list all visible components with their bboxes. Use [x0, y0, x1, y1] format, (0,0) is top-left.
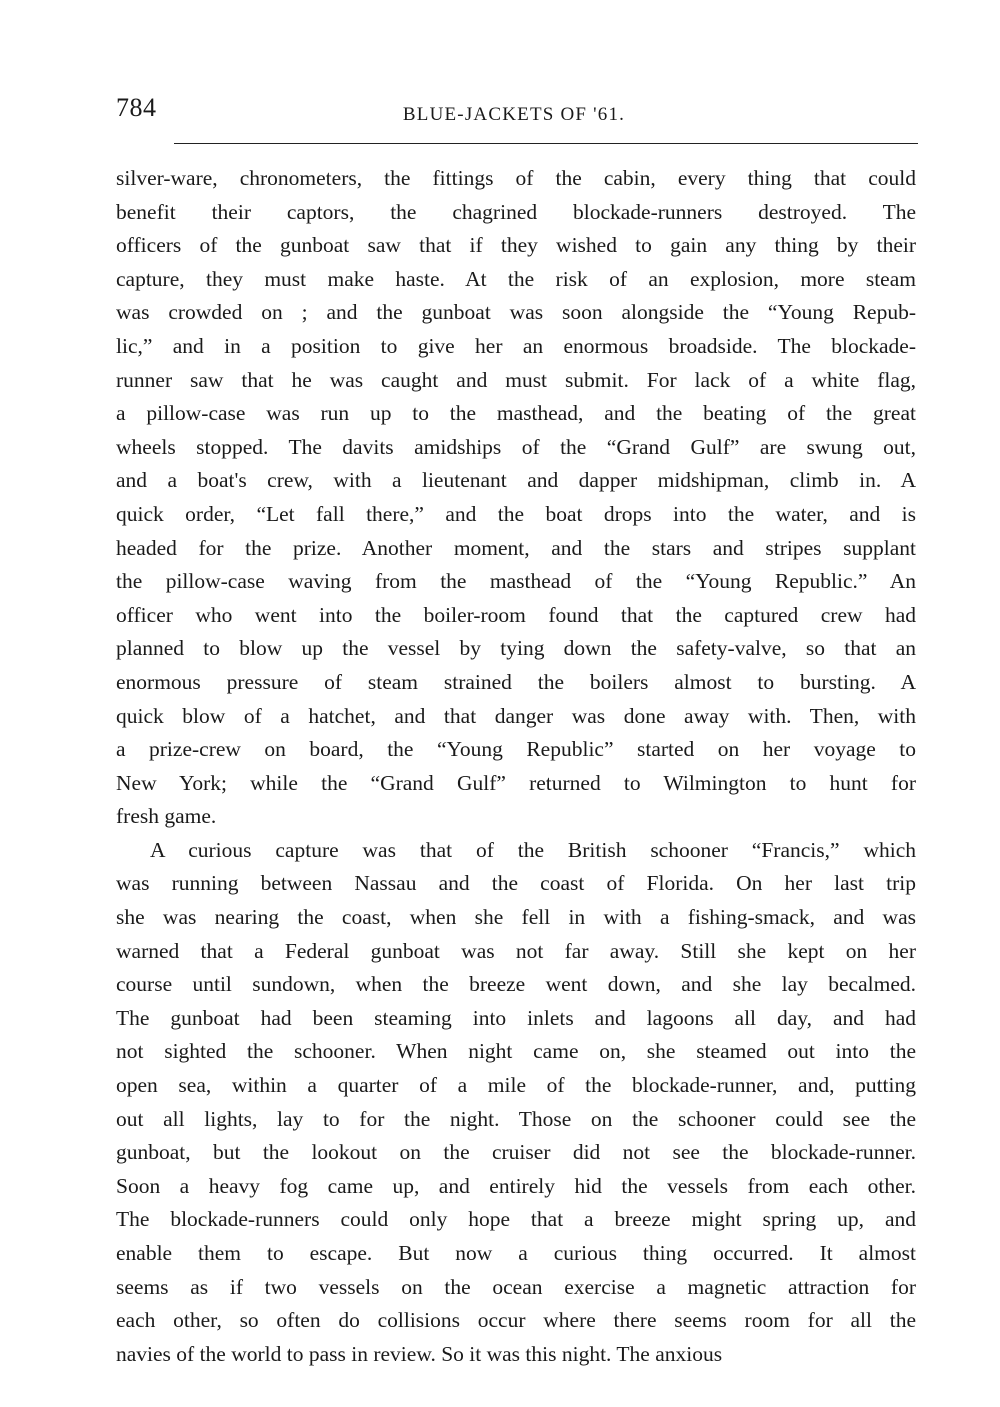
text-line: not sighted the schooner. When night came on, she steamed out into the	[116, 1039, 916, 1064]
text-line: The gunboat had been steaming into inlets and lagoons all day, and had	[116, 1005, 916, 1030]
text-line: Soon a heavy fog came up, and entirely hid the vessels from each other.	[116, 1173, 916, 1198]
text-line: planned to blow up the vessel by tying down the safety-valve, so that an	[116, 636, 916, 661]
text-line: officer who went into the boiler-room found that the captured crew had	[116, 602, 916, 627]
text-line: quick blow of a hatchet, and that danger was done away with. Then, with	[116, 703, 916, 728]
text-line: she was nearing the coast, when she fell in with a fishing-smack, and was	[116, 905, 916, 930]
text-line: lic,” and in a position to give her an enormous broadside. The blockade-	[116, 333, 916, 358]
body-text	[116, 162, 916, 1371]
text-line: enormous pressure of steam strained the boilers almost to bursting. A	[116, 669, 916, 694]
text-line: headed for the prize. Another moment, and the stars and stripes supplant	[116, 535, 916, 560]
text-line: fresh game.	[116, 804, 217, 829]
text-line: a prize-crew on board, the “Young Republic” started on her voyage to	[116, 737, 916, 762]
text-line: navies of the world to pass in review. So it was this night. The anxious	[116, 1341, 723, 1366]
paragraph	[116, 834, 916, 1372]
page-number: 784	[116, 93, 157, 122]
text-line: quick order, “Let fall there,” and the boat drops into the water, and is	[116, 501, 916, 526]
text-line: The blockade-runners could only hope that a breeze might spring up, and	[116, 1207, 916, 1232]
text-line: and a boat's crew, with a lieutenant and dapper midshipman, climb in. A	[116, 468, 916, 493]
paragraph	[116, 162, 916, 834]
text-line: A curious capture was that of the British schooner “Francis,” which	[150, 837, 916, 862]
text-line: wheels stopped. The davits amidships of the “Grand Gulf” are swung out,	[116, 434, 916, 459]
text-line: open sea, within a quarter of a mile of the blockade-runner, and, putting	[116, 1073, 916, 1098]
text-line: New York; while the “Grand Gulf” returned to Wilmington to hunt for	[116, 770, 916, 795]
text-line: the pillow-case waving from the masthead of the “Young Republic.” An	[116, 569, 916, 594]
header-rule	[174, 143, 918, 144]
text-line: course until sundown, when the breeze went down, and she lay becalmed.	[116, 972, 916, 997]
text-line: was running between Nassau and the coast of Florida. On her last trip	[116, 871, 916, 896]
text-line: silver-ware, chronometers, the fittings of the cabin, every thing that could	[116, 166, 916, 190]
text-line: benefit their captors, the chagrined blockade-runners destroyed. The	[116, 199, 916, 224]
text-line: runner saw that he was caught and must submit. For lack of a white flag,	[116, 367, 916, 392]
text-line: out all lights, lay to for the night. Those on the schooner could see the	[116, 1106, 916, 1131]
text-line: officers of the gunboat saw that if they wished to gain any thing by their	[116, 233, 916, 258]
text-line: capture, they must make haste. At the risk of an explosion, more steam	[116, 266, 916, 291]
text-line: warned that a Federal gunboat was not far away. Still she kept on her	[116, 938, 916, 963]
text-line: a pillow-case was run up to the masthead, and the beating of the great	[116, 401, 916, 426]
text-line: was crowded on ; and the gunboat was soon alongside the “Young Repub-	[116, 300, 916, 325]
text-line: each other, so often do collisions occur where there seems room for all the	[116, 1308, 916, 1333]
running-head: BLUE-JACKETS OF '61.	[402, 104, 626, 125]
text-line: enable them to escape. But now a curious thing occurred. It almost	[116, 1241, 916, 1265]
text-line: seems as if two vessels on the ocean exercise a magnetic attraction for	[116, 1274, 916, 1299]
text-line: gunboat, but the lookout on the cruiser did not see the blockade-runner.	[116, 1140, 916, 1165]
